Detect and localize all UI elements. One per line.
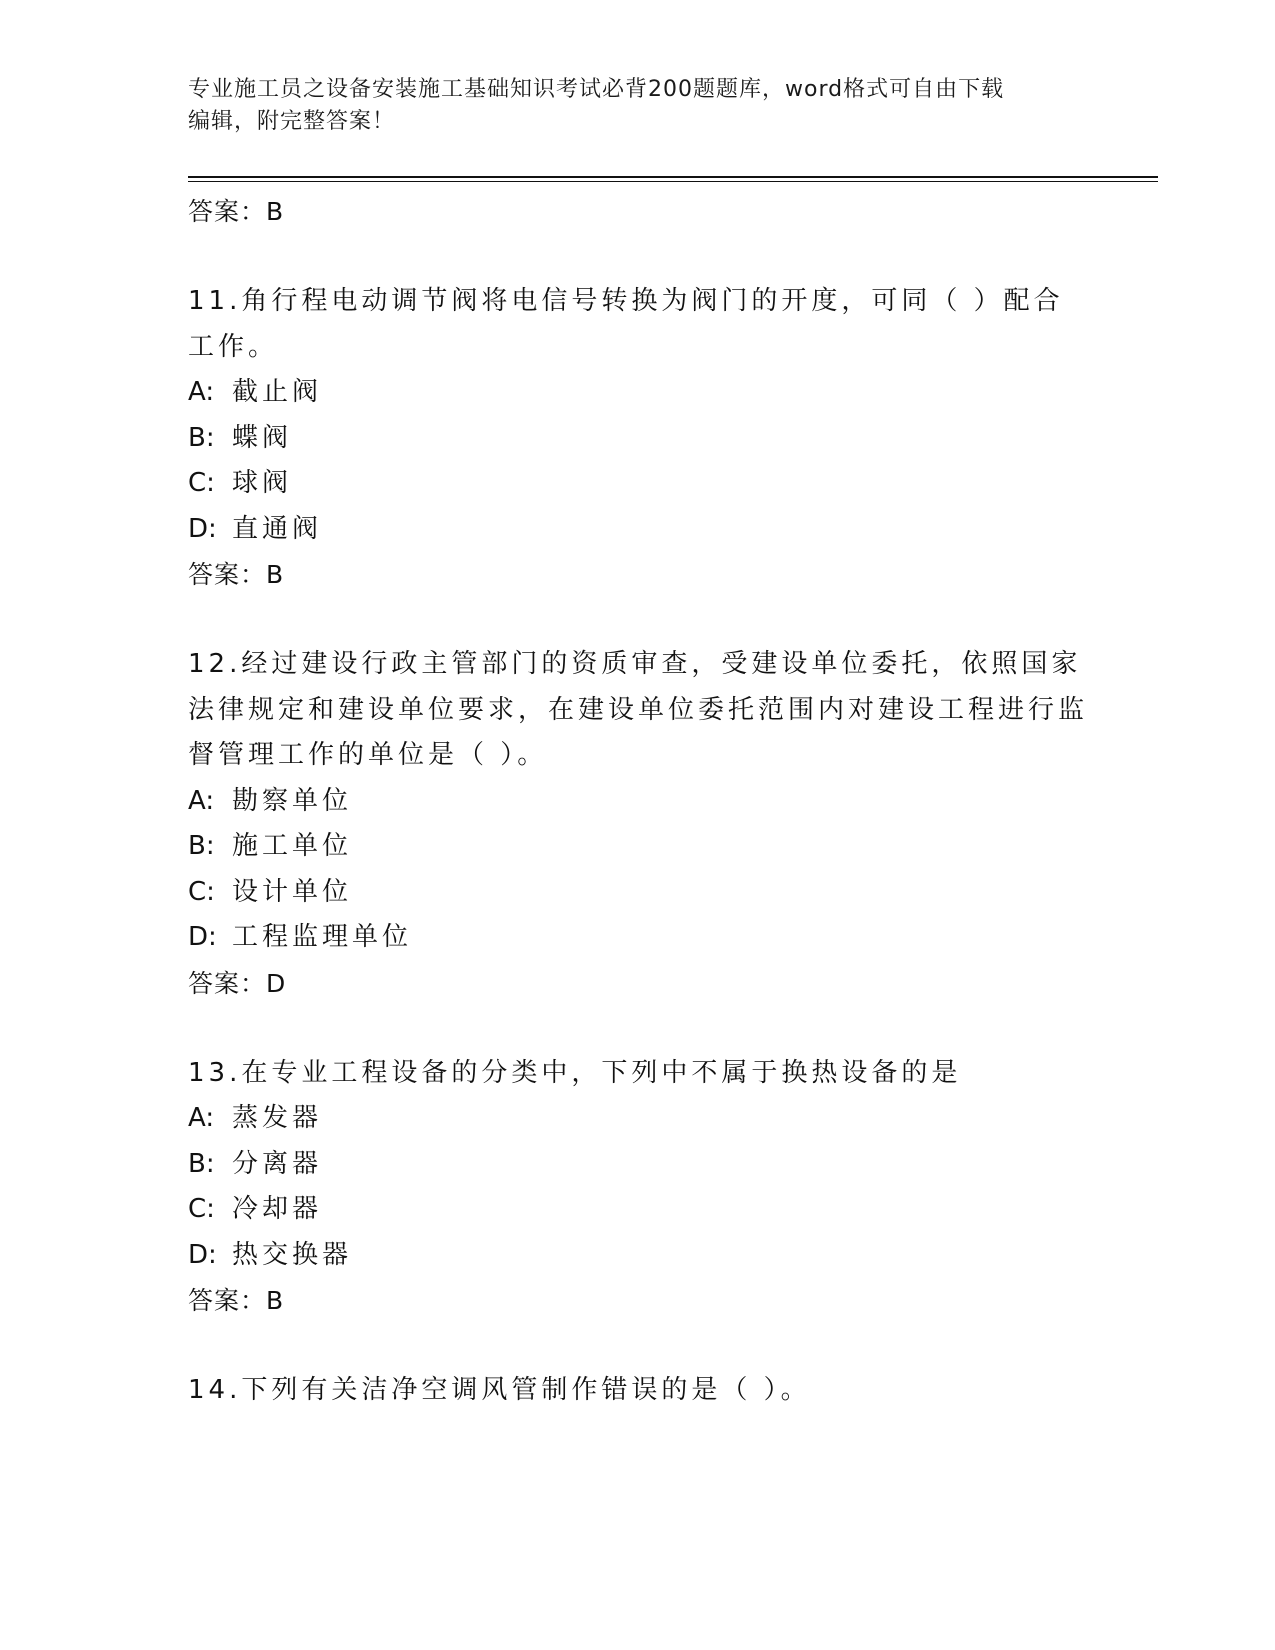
question-text: 12.经过建设行政主管部门的资质审查，受建设单位委托，依照国家法律规定和建设单位要求，在建设单位委托范围内对建设工程进行监督管理工作的单位是（ ）。 (188, 649, 1089, 770)
option-letter: D: (188, 1239, 217, 1270)
option-text: 冷却器 (232, 1194, 323, 1224)
option-c (188, 1187, 1088, 1233)
option-text: 勘察单位 (232, 785, 353, 816)
option-text: 施工单位 (232, 831, 353, 861)
option-letter: D: (188, 513, 217, 544)
option-text: 直通阀 (232, 513, 323, 544)
question-text: 11.角行程电动调节阀将电信号转换为阀门的开度，可同（ ）配合工作。 (188, 286, 1064, 362)
option-text: 热交换器 (232, 1239, 353, 1270)
option-letter: A: (188, 1103, 215, 1133)
option-letter: C: (188, 876, 215, 907)
option-d (188, 915, 1088, 961)
question-14 (188, 1368, 1088, 1414)
option-letter: B: (188, 1148, 215, 1179)
question-text: 13.在专业工程设备的分类中，下列中不属于换热设备的是 (188, 1057, 962, 1088)
option-b (188, 416, 1088, 462)
option-a (188, 1096, 1088, 1142)
option-a (188, 370, 1088, 416)
option-c (188, 870, 1088, 916)
header-rule-thick (188, 176, 1158, 178)
option-d (188, 1233, 1088, 1279)
header-rule-thin (188, 181, 1158, 182)
option-b (188, 824, 1088, 870)
option-letter: D: (188, 922, 217, 952)
answer: 答案：D (188, 968, 287, 998)
option-letter: A: (188, 377, 215, 407)
option-text: 球阀 (232, 468, 293, 498)
question-list (188, 189, 1088, 1414)
option-d (188, 507, 1088, 553)
option-letter: B: (188, 831, 215, 861)
option-letter: A: (188, 785, 215, 816)
document-header (188, 74, 1088, 138)
option-letter: C: (188, 1194, 215, 1224)
option-text: 截止阀 (232, 377, 323, 407)
answer: 答案：B (188, 1286, 285, 1315)
header-line-2: 编辑，附完整答案！ (188, 109, 396, 134)
question-13 (188, 1051, 1088, 1325)
option-letter: B: (188, 422, 215, 453)
option-b (188, 1142, 1088, 1188)
option-c (188, 461, 1088, 507)
option-letter: C: (188, 468, 215, 498)
previous-answer: 答案：B (188, 197, 285, 226)
question-text: 14.下列有关洁净空调风管制作错误的是（ ）。 (188, 1375, 811, 1405)
question-11 (188, 279, 1088, 598)
option-text: 设计单位 (232, 876, 353, 907)
option-text: 工程监理单位 (232, 922, 413, 952)
option-a (188, 779, 1088, 825)
option-text: 蒸发器 (232, 1103, 323, 1133)
header-line-1: 专业施工员之设备安装施工基础知识考试必背200题题库，word格式可自由下载 (188, 77, 1005, 102)
question-12 (188, 642, 1088, 1007)
option-text: 蝶阀 (232, 422, 293, 453)
option-text: 分离器 (232, 1148, 323, 1179)
answer: 答案：B (188, 560, 285, 589)
